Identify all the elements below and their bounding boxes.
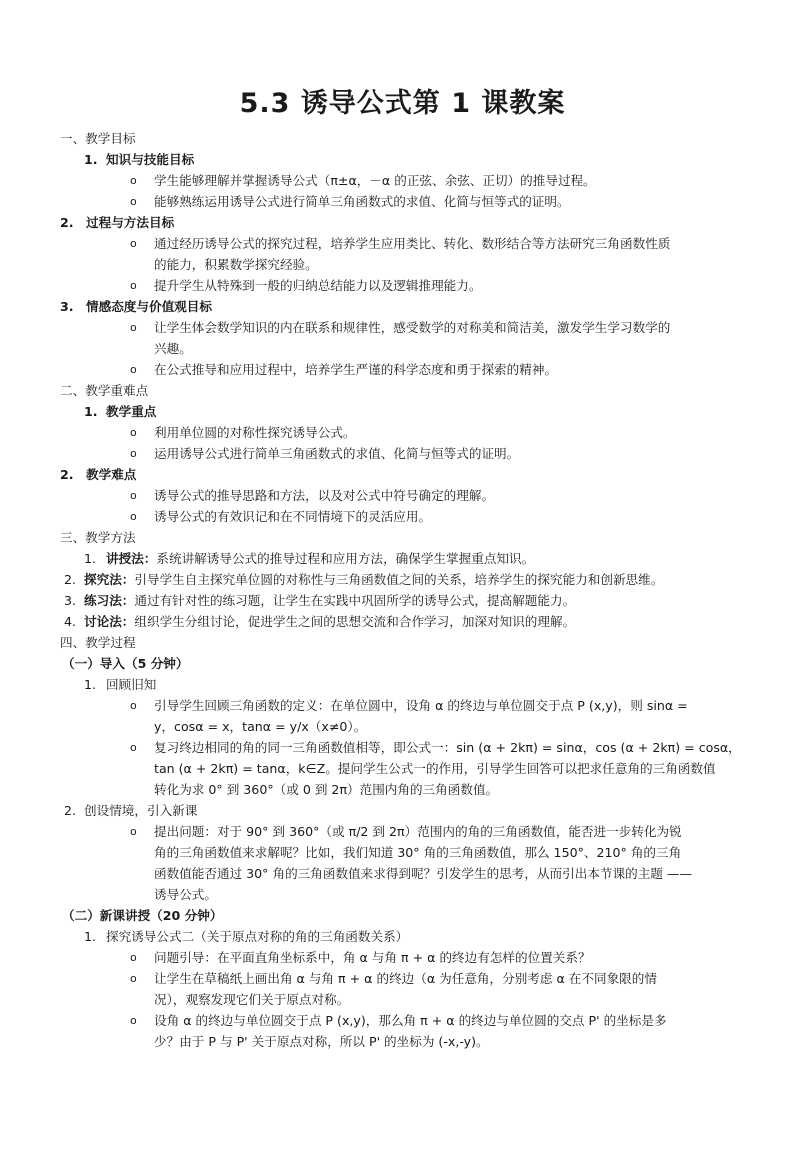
section-heading-objectives: 一、教学目标 [60, 131, 136, 146]
bullet-icon: o [130, 699, 137, 712]
list-item: o 利用单位圆的对称性探究诱导公式。 [0, 422, 805, 443]
subheading-review: 1. 回顾旧知 [84, 677, 157, 692]
subheading-scenario: 2. 创设情境，引入新课 [64, 803, 198, 818]
list-item: o 复习终边相同的角的同一三角函数值相等，即公式一：sin (α + 2kπ) = sinα，cos (α + 2kπ) = cosα， tan (α + 2kπ) = tanα，k∈Z。提问学生公式一的作用，引导学生回答可以把求任意角的三角函数值 转化为求 0° 到 360°（或 0 到 2π）范围内角的三角函数值。 [0, 737, 805, 800]
bullet-icon: o [130, 741, 137, 754]
list-item: o 运用诱导公式进行简单三角函数式的求值、化简与恒等式的证明。 [0, 443, 805, 464]
bullet-icon: o [130, 174, 137, 187]
bullet-icon: o [130, 279, 137, 292]
bullet-icon: o [130, 972, 137, 985]
list-item: o 问题引导：在平面直角坐标系中，角 α 与角 π + α 的终边有怎样的位置关系？ [0, 947, 805, 968]
list-item: o 在公式推导和应用过程中，培养学生严谨的科学态度和勇于探索的精神。 [0, 359, 805, 380]
list-item: o 让学生体会数学知识的内在联系和规律性，感受数学的对称美和简洁美，激发学生学习数学的 兴趣。 [0, 317, 805, 359]
bullet-icon: o [130, 1014, 137, 1027]
list-item: o 让学生在草稿纸上画出角 α 与角 π + α 的终边（α 为任意角，分别考虑 α 在不同象限的情 况），观察发现它们关于原点对称。 [0, 968, 805, 1010]
method-item-practice: 3. 练习法：通过有针对性的练习题，让学生在实践中巩固所学的诱导公式，提高解题能力。 [64, 593, 576, 608]
list-item: o 能够熟练运用诱导公式进行简单三角函数式的求值、化简与恒等式的证明。 [0, 191, 805, 212]
bullet-icon: o [130, 489, 137, 502]
bullet-icon: o [130, 363, 137, 376]
list-item: o 提升学生从特殊到一般的归纳总结能力以及逻辑推理能力。 [0, 275, 805, 296]
subheading-explore-formula-two: 1. 探究诱导公式二（关于原点对称的角的三角函数关系） [84, 929, 409, 944]
subheading-process-method: 2. 过程与方法目标 [60, 215, 175, 230]
section-heading-methods: 三、教学方法 [60, 530, 136, 545]
part-heading-new-lesson: （二）新课讲授（20 分钟） [62, 908, 223, 923]
bullet-icon: o [130, 321, 137, 334]
list-item: o 学生能够理解并掌握诱导公式（π±α，－α 的正弦、余弦、正切）的推导过程。 [0, 170, 805, 191]
list-item: o 诱导公式的有效识记和在不同情境下的灵活应用。 [0, 506, 805, 527]
method-item-inquiry: 2. 探究法：引导学生自主探究单位圆的对称性与三角函数值之间的关系，培养学生的探究能力和创新思维。 [64, 572, 664, 587]
method-item-discussion: 4. 讨论法：组织学生分组讨论，促进学生之间的思想交流和合作学习，加深对知识的理解。 [64, 614, 576, 629]
bullet-icon: o [130, 510, 137, 523]
page-title: 5.3 诱导公式第 1 课教案 [239, 88, 566, 119]
part-heading-introduction: （一）导入（5 分钟） [62, 656, 189, 671]
bullet-icon: o [130, 825, 137, 838]
bullet-icon: o [130, 237, 137, 250]
list-item: o 通过经历诱导公式的探究过程，培养学生应用类比、转化、数形结合等方法研究三角函数性质 的能力，积累数学探究经验。 [0, 233, 805, 275]
subheading-attitude-values: 3. 情感态度与价值观目标 [60, 299, 212, 314]
bullet-icon: o [130, 426, 137, 439]
bullet-icon: o [130, 447, 137, 460]
list-item: o 设角 α 的终边与单位圆交于点 P (x,y)，那么角 π + α 的终边与单位圆的交点 P' 的坐标是多 少？由于 P 与 P' 关于原点对称，所以 P' 的坐标为 (-x,-y)。 [0, 1010, 805, 1052]
list-item: o 诱导公式的推导思路和方法，以及对公式中符号确定的理解。 [0, 485, 805, 506]
subheading-knowledge-skills: 1. 知识与技能目标 [84, 152, 195, 167]
method-item-lecture: 1. 讲授法：系统讲解诱导公式的推导过程和应用方法，确保学生掌握重点知识。 [84, 551, 535, 566]
subheading-key-points: 1. 教学重点 [84, 404, 157, 419]
list-item: o 提出问题：对于 90° 到 360°（或 π/2 到 2π）范围内的角的三角函数值，能否进一步转化为锐 角的三角函数值来求解呢？比如，我们知道 30° 角的三角函数值，那么 150°、210° 角的三角 函数值能否通过 30° 角的三角函数值来求得到呢？引发学生的思考，从而引出本节课的主题 —— 诱导公式。 [0, 821, 805, 905]
list-item: o 引导学生回顾三角函数的定义：在单位圆中，设角 α 的终边与单位圆交于点 P (x,y)，则 sinα = y，cosα = x，tanα = y/x（x≠0）。 [0, 695, 805, 737]
bullet-icon: o [130, 195, 137, 208]
section-heading-key-points: 二、教学重难点 [60, 383, 149, 398]
subheading-difficulties: 2. 教学难点 [60, 467, 137, 482]
bullet-icon: o [130, 951, 137, 964]
section-heading-process: 四、教学过程 [60, 635, 136, 650]
